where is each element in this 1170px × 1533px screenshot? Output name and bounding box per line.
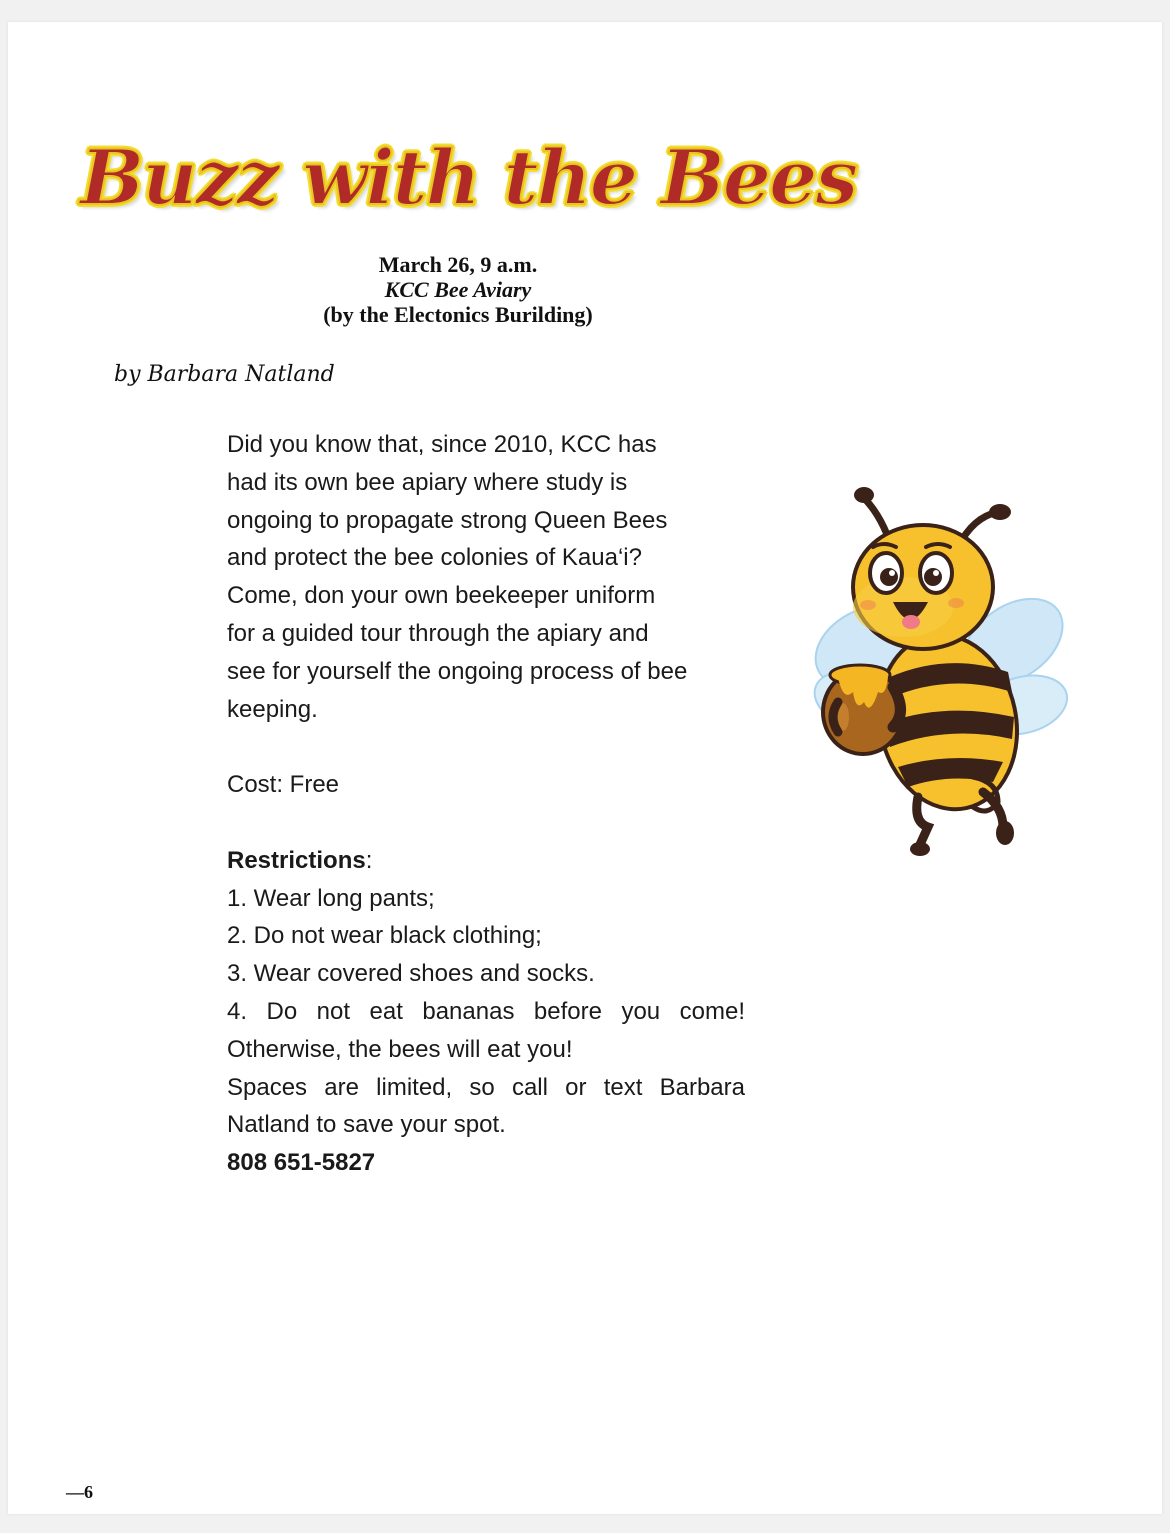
article-title: Buzz with the Bees	[80, 133, 857, 222]
restriction-item-4-continued: Otherwise, the bees will eat you!	[227, 1035, 573, 1063]
event-date-time: March 26, 9 a.m.	[378, 252, 538, 277]
intro-line: for a guided tour through the apiary and	[227, 619, 649, 647]
intro-line: had its own bee apiary where study is	[227, 468, 628, 496]
phone-number: 808 651-5827	[227, 1149, 376, 1177]
article-body	[227, 426, 745, 1182]
page-number: —6	[66, 1482, 93, 1502]
restrictions-colon: :	[365, 846, 373, 874]
byline: by Barbara Natland	[114, 362, 335, 387]
restriction-item: 3. Wear covered shoes and socks.	[227, 960, 595, 988]
intro-line: ongoing to propagate strong Queen Bees	[227, 506, 668, 534]
intro-line: see for yourself the ongoing process of bee	[227, 657, 688, 685]
restrictions-heading	[227, 842, 745, 880]
restriction-item: 2. Do not wear black clothing;	[227, 922, 542, 950]
spaces-note: Spaces are limited, so call or text Barbara	[227, 1073, 745, 1101]
spaces-note-continued: Natland to save your spot.	[227, 1111, 506, 1139]
event-venue: KCC Bee Aviary	[384, 277, 532, 302]
intro-line: Come, don your own beekeeper uniform	[227, 582, 656, 610]
event-info	[258, 252, 658, 327]
cartoon-bee-holding-honey-pot-icon	[798, 477, 1078, 867]
restriction-item: 1. Wear long pants;	[227, 884, 435, 912]
document-page	[8, 22, 1162, 1514]
intro-line: and protect the bee colonies of Kaua‘i?	[227, 544, 642, 572]
cost-line: Cost: Free	[227, 771, 340, 799]
restrictions-label: Restrictions	[227, 846, 366, 874]
intro-line: Did you know that, since 2010, KCC has	[227, 431, 657, 458]
restriction-item-4: 4. Do not eat bananas before you come!	[227, 997, 745, 1025]
event-location-note: (by the Electonics Burilding)	[323, 302, 593, 327]
intro-line: keeping.	[227, 695, 318, 723]
